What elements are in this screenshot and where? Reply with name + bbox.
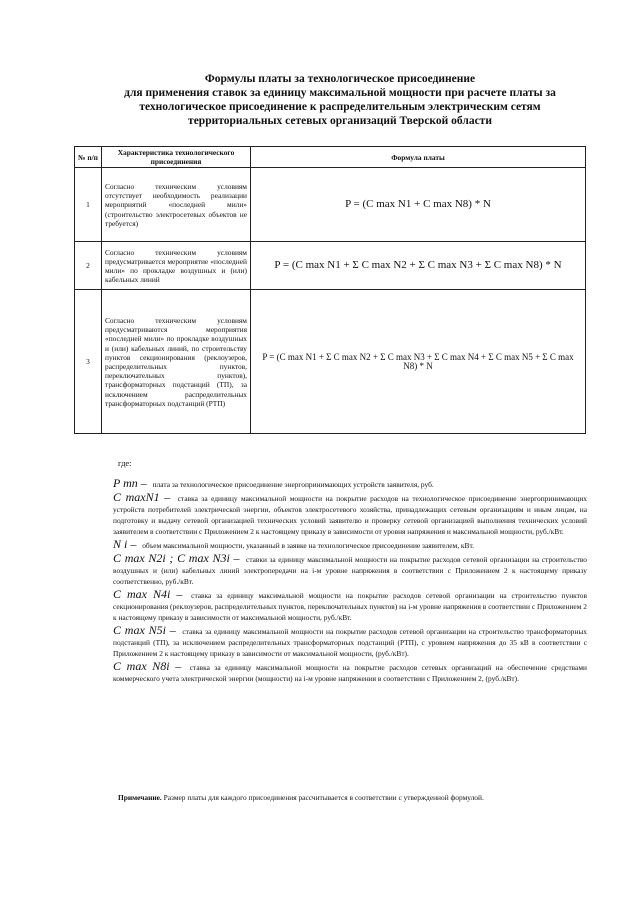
definition-symbol: C max N5i – xyxy=(113,623,176,637)
definition-symbol: C max N8i – xyxy=(113,659,182,673)
title-line: территориальных сетевых организаций Тверской области xyxy=(188,115,492,127)
row-formula: P = (C max N1 + Σ C max N2 + Σ C max N3 + Σ C max N4 + Σ C max N5 + Σ C max N8) * N xyxy=(251,290,586,434)
note xyxy=(118,793,588,802)
definition-symbol: P тп – xyxy=(113,476,147,490)
table-row xyxy=(75,290,586,434)
note-text: Размер платы для каждого присоединения рассчитывается в соответствии с утвержденной формулой. xyxy=(163,793,484,802)
title-line: Формулы платы за технологическое присоединение xyxy=(204,73,476,85)
definition-text: объем максимальной мощности, указанный в заявке на технологическое присоединение заявителем, кВт. xyxy=(142,541,474,550)
definition-text: ставки за единицу максимальной мощности на покрытие расходов сетевой организации на строительство воздушных и (или) кабельных линий электропередачи на i-м уровне напряжения в соответствии с Приложением 2 к настоящему приказу соответственно, руб./кВт. xyxy=(113,555,587,586)
table-row xyxy=(75,242,586,290)
definition-item xyxy=(113,625,587,659)
table-header-row xyxy=(75,147,586,168)
definition-symbol: N i – xyxy=(113,537,137,551)
definitions-list xyxy=(113,478,587,686)
row-formula: P = (C max N1 + C max N8) * N xyxy=(251,168,586,242)
header-num: № п/п xyxy=(75,147,102,168)
definition-text: ставка за единицу максимальной мощности на покрытие расходов сетевой организации на строительство трансформаторных подстанций (ТП), за исключением распределительных трансформаторных подстанций (РТП), с уровнем напряжения до 35 кВ в соответствии с Приложением 2 к настоящему приказу в зависимости от максимальной мощности, (руб./кВт). xyxy=(113,627,587,658)
row-characteristic: Согласно техническим условиям предусматриваются мероприятия «последней мили» по прокладке воздушных и (или) кабельных линий, по строительству пунктов секционирования (реклоузеров, распределительных пунктов, переключательных пунктов), трансформаторных подстанций (ТП), за исключением распределительных трансформаторных подстанций (РТП) xyxy=(102,290,251,434)
definition-symbol: C maxN1 – xyxy=(113,490,171,504)
definition-item xyxy=(113,478,587,490)
row-num: 3 xyxy=(75,290,102,434)
definition-text: ставка за единицу максимальной мощности на покрытие расходов на технологическое присоединение энергопринимающих устройств потребителей электрической энергии, объектов электросетевого хозяйства, принадлежащих сетевым организациям и иным лицам, на подготовку и выдачу сетевой организацией технических условий заявителю и проверку сетевой организацией выполнения технических условий заявителем в соответствии с Приложением 2 к настоящему приказу в зависимости от уровня напряжения и максимальной мощности, руб./кВт. xyxy=(113,494,588,536)
definition-item xyxy=(113,553,587,587)
definition-item xyxy=(113,661,587,684)
row-num: 1 xyxy=(75,168,102,242)
title-line: для применения ставок за единицу максимальной мощности при расчете платы за xyxy=(124,87,556,99)
document-title xyxy=(90,72,590,128)
definition-item xyxy=(113,492,587,537)
definition-text: ставка за единицу максимальной мощности на покрытие расходов сетевых организаций на обеспечение средствами коммерческого учета электрической энергии (мощности) на i-м уровне напряжения в соответствии с Приложением 2, (руб./кВт). xyxy=(113,663,587,683)
where-label: где: xyxy=(118,458,132,468)
header-characteristic: Характеристика технологического присоединения xyxy=(102,147,251,168)
definition-text: ставка за единицу максимальной мощности на покрытие расходов сетевой организации на строительство пунктов секционирования (реклоузеров, распределительных пунктов, переключательных пунктов) на i-м уровне напряжения в соответствии с Приложением 2 к настоящему приказу в зависимости от максимальной мощности, руб./кВт. xyxy=(113,591,587,622)
row-num: 2 xyxy=(75,242,102,290)
definition-text: плата за технологическое присоединение энергопринимающих устройств заявителя, руб. xyxy=(152,480,434,489)
header-formula: Формула платы xyxy=(251,147,586,168)
table-row xyxy=(75,168,586,242)
definition-symbol: C max N4i – xyxy=(113,587,183,601)
definition-item xyxy=(113,539,587,551)
title-line: технологическое присоединение к распределительным электрическим сетям xyxy=(139,101,541,113)
formulas-table xyxy=(74,146,586,434)
definition-symbol: C max N2i ; C max N3i – xyxy=(113,551,240,565)
note-label: Примечание. xyxy=(118,793,162,802)
definition-item xyxy=(113,589,587,623)
row-formula: P = (C max N1 + Σ C max N2 + Σ C max N3 + Σ C max N8) * N xyxy=(251,242,586,290)
row-characteristic: Согласно техническим условиям отсутствует необходимость реализации мероприятий «последней мили» (строительство электросетевых объектов не требуется) xyxy=(102,168,251,242)
row-characteristic: Согласно техническим условиям предусматривается мероприятие «последней мили» по прокладке воздушных и (или) кабельных линий xyxy=(102,242,251,290)
